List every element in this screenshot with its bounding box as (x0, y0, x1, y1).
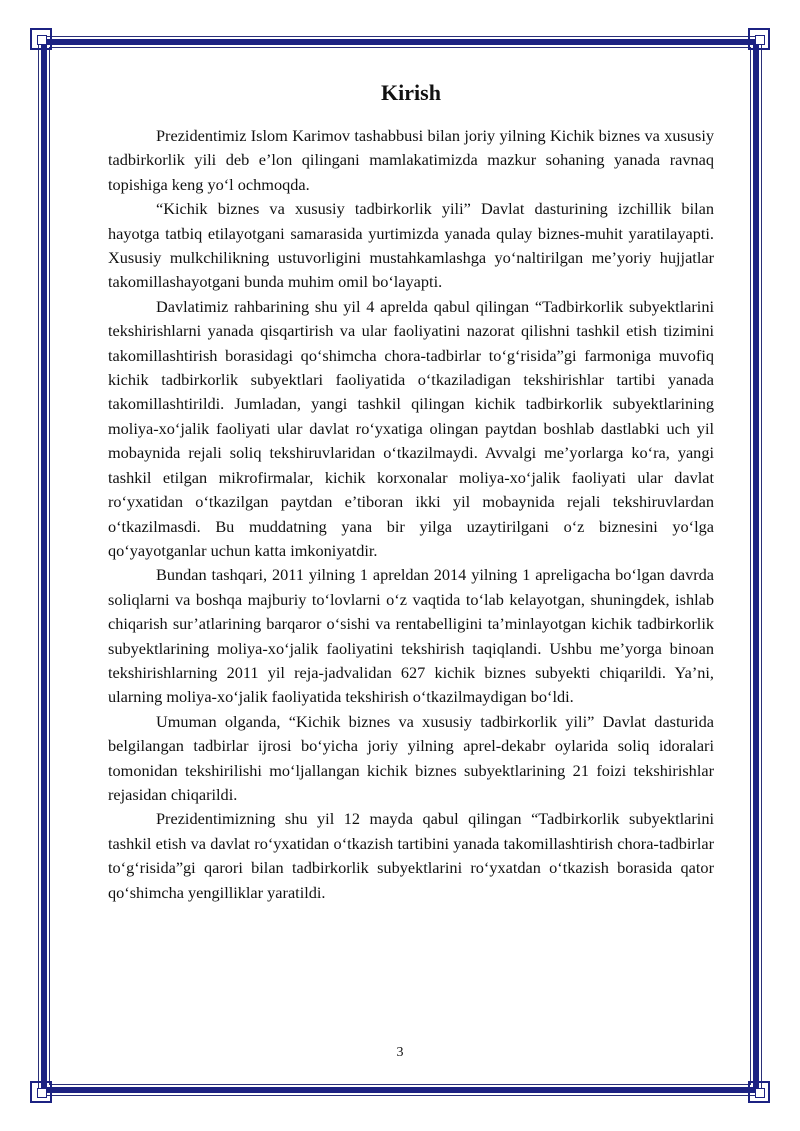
frame-corner-ornament-top-right (748, 28, 770, 50)
page-number: 3 (396, 1045, 404, 1060)
paragraph-6: Prezidentimizning shu yil 12 mayda qabul qilingan “Tadbirkorlik subyektlarini tashkil etish va davlat ro‘yxatidan o‘tkazish tartibini yanada takomillashtirish chora-tadbirlar to‘g‘risida”gi qarori bilan tadbirkorlik subyektlarini ro‘yxatdan o‘tkazish borasida qator qo‘shimcha yengilliklar yaratildi. (108, 809, 714, 902)
paragraph-3: Davlatimiz rahbarining shu yil 4 aprelda qabul qilingan “Tadbirkorlik subyektlarini tekshirishlarni yanada qisqartirish va ular faoliyatini nazorat qilishni tashkil etish tizimini takomillashtirish borasidagi qo‘shimcha chora-tadbirlar to‘g‘risida”gi farmoniga muvofiq kichik tadbirkorlik subyektlari faoliyatida o‘tkaziladigan tekshirishlar tartibi yanada takomillashtirildi. Jumladan, yangi tashkil qilingan kichik tadbirkorlik subyektlarining moliya-xo‘jalik faoliyati ular davlat ro‘yxatiga olingan paytdan boshlab dastlabki uch yil mobaynida rejali soliq tekshiruvlaridan o‘tkazilmaydi. Avvalgi me’yorlarga ko‘ra, yangi tashkil etilgan mikrofirmalar, kichik korxonalar moliya-xo‘jalik faoliyati ular davlat ro‘yxatidan o‘tkazilgan paytdan e’tiboran ikki yil mobaynida rejali tekshiruvlardan o‘tkazilmasdi. Bu muddatning yana bir yilga uzaytirilgani o‘z biznesini yo‘lga qo‘yayotganlar uchun katta imkoniyatdir. (108, 296, 714, 560)
document-body (108, 74, 714, 905)
frame-corner-ornament-bottom-left (30, 1081, 52, 1103)
paragraph-4: Bundan tashqari, 2011 yilning 1 apreldan 2014 yilning 1 apreligacha bo‘lgan davrda soliqlarni va boshqa majburiy to‘lovlarni o‘z vaqtida to‘lab kelayotgan, shuningdek, ishlab chiqarish sur’atlarining barqaror o‘sishi va rentabelligini ta’minlayotgan kichik tadbirkorlik subyektlarining moliya-xo‘jalik faoliyatini tekshirish taqiqlandi. Ushbu me’yorga binoan tekshirishlarning 2011 yil reja-jadvalidan 627 kichik biznes subyekti chiqarildi. Ya’ni, ularning moliya-xo‘jalik faoliyatida tekshirish o‘tkazilmaydigan bo‘ldi. (108, 565, 714, 707)
paragraph-1: Prezidentimiz Islom Karimov tashabbusi bilan joriy yilning Kichik biznes va xususiy tadbirkorlik yili deb e’lon qilingani mamlakatimizda mazkur sohaning yanada ravnaq topishiga keng yo‘l ochmoqda. (108, 126, 714, 194)
paragraph-2: “Kichik biznes va xususiy tadbirkorlik yili” Davlat dasturining izchillik bilan hayotga tatbiq etilayotgani samarasida yurtimizda yanada qulay biznes-muhit yaratilayapti. Xususiy mulkchilikning ustuvorligini mustahkamlashga yo‘naltirilgan me’yoriy hujjatlar takomillashayotgani bunda muhim omil bo‘layapti. (108, 199, 714, 292)
frame-corner-ornament-top-left (30, 28, 52, 50)
page-title: Kirish (381, 80, 441, 105)
frame-corner-ornament-bottom-right (748, 1081, 770, 1103)
paragraph-5: Umuman olganda, “Kichik biznes va xususiy tadbirkorlik yili” Davlat dasturida belgilangan tadbirlar ijrosi bo‘yicha joriy yilning aprel-dekabr oylarida soliq idoralari tomonidan tekshirilishi mo‘ljallangan kichik biznes subyektlarining 21 foizi tekshirishlar rejasidan chiqarildi. (108, 711, 714, 804)
